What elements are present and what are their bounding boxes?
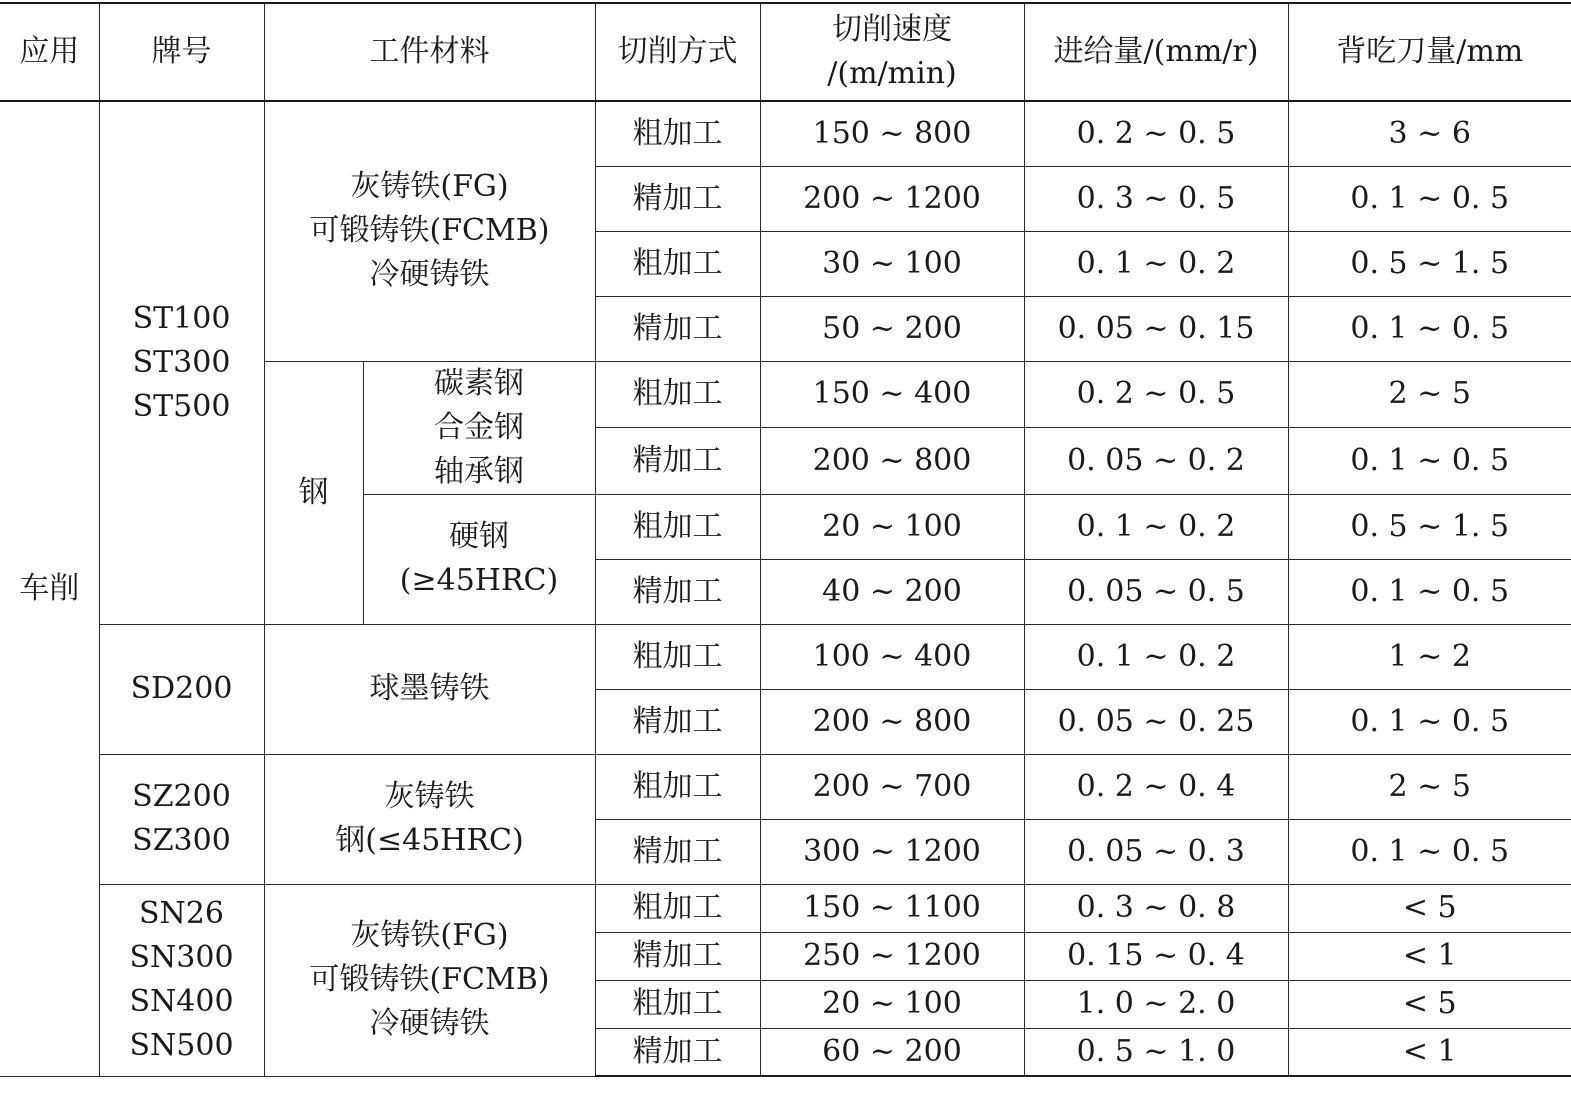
depth-cell: 0. 1 ~ 0. 5 <box>1288 559 1571 624</box>
grade-cell <box>99 754 264 884</box>
speed-cell: 200 ~ 800 <box>760 689 1024 754</box>
grade-cell <box>99 884 264 1076</box>
grade-cell <box>99 624 264 754</box>
depth-cell: 2 ~ 5 <box>1288 361 1571 428</box>
feed-cell: 0. 05 ~ 0. 2 <box>1024 428 1288 495</box>
material-label: 灰铸铁 <box>384 779 475 814</box>
header-cutting-speed <box>760 3 1024 101</box>
depth-cell: 2 ~ 5 <box>1288 754 1571 819</box>
mode-cell: 精加工 <box>595 428 760 495</box>
depth-cell: 0. 1 ~ 0. 5 <box>1288 689 1571 754</box>
header-cutting-speed-line2: /(m/min) <box>827 56 957 91</box>
depth-cell: 3 ~ 6 <box>1288 101 1571 166</box>
speed-cell: 250 ~ 1200 <box>760 932 1024 980</box>
speed-cell: 200 ~ 1200 <box>760 166 1024 231</box>
material-label: 球墨铸铁 <box>369 671 490 706</box>
header-grade: 牌号 <box>99 3 264 101</box>
header-application: 应用 <box>0 3 99 101</box>
material-label: 轴承钢 <box>434 453 524 489</box>
grade-label: ST100 <box>132 300 231 336</box>
grade-label: SN300 <box>129 940 234 975</box>
depth-cell: 0. 1 ~ 0. 5 <box>1288 428 1571 495</box>
header-feed: 进给量/(mm/r) <box>1024 3 1288 101</box>
mode-cell: 精加工 <box>595 819 760 884</box>
feed-cell: 0. 05 ~ 0. 15 <box>1024 296 1288 361</box>
material-cell <box>264 101 595 361</box>
speed-cell: 20 ~ 100 <box>760 980 1024 1028</box>
mode-cell: 粗加工 <box>595 754 760 819</box>
mode-cell: 精加工 <box>595 559 760 624</box>
material-label: 冷硬铸铁 <box>369 1006 490 1041</box>
grade-label: SN26 <box>139 896 224 931</box>
material-cell <box>264 624 595 754</box>
material-cell <box>264 884 595 1076</box>
feed-cell: 0. 05 ~ 0. 3 <box>1024 819 1288 884</box>
material-label: 碳素钢 <box>434 365 524 401</box>
mode-cell: 粗加工 <box>595 361 760 428</box>
feed-cell: 0. 5 ~ 1. 0 <box>1024 1028 1288 1076</box>
cutting-parameters-table <box>0 2 1571 1077</box>
material-label: 可锻铸铁(FCMB) <box>309 962 550 997</box>
grade-label: ST500 <box>132 388 231 424</box>
speed-cell: 30 ~ 100 <box>760 231 1024 296</box>
depth-cell: 0. 1 ~ 0. 5 <box>1288 166 1571 231</box>
grade-label: SN400 <box>129 984 234 1019</box>
speed-cell: 100 ~ 400 <box>760 624 1024 689</box>
depth-cell: < 5 <box>1288 980 1571 1028</box>
material-cell <box>264 754 595 884</box>
header-cutting-speed-line1: 切削速度 <box>832 12 952 47</box>
material-label: 硬钢 <box>449 519 509 554</box>
grade-label: ST300 <box>132 344 231 380</box>
speed-cell: 150 ~ 800 <box>760 101 1024 166</box>
speed-cell: 20 ~ 100 <box>760 494 1024 559</box>
depth-cell: 0. 5 ~ 1. 5 <box>1288 494 1571 559</box>
mode-cell: 粗加工 <box>595 101 760 166</box>
speed-cell: 50 ~ 200 <box>760 296 1024 361</box>
speed-cell: 40 ~ 200 <box>760 559 1024 624</box>
mode-cell: 粗加工 <box>595 494 760 559</box>
material-cell <box>363 494 595 624</box>
material-label: (≥45HRC) <box>399 563 559 598</box>
depth-cell: < 1 <box>1288 1028 1571 1076</box>
material-label: 钢(≤45HRC) <box>335 823 524 858</box>
feed-cell: 0. 1 ~ 0. 2 <box>1024 494 1288 559</box>
material-label: 可锻铸铁(FCMB) <box>309 213 550 249</box>
depth-cell: 0. 5 ~ 1. 5 <box>1288 231 1571 296</box>
header-row <box>0 3 1571 101</box>
mode-cell: 精加工 <box>595 296 760 361</box>
table-row <box>0 754 1571 819</box>
material-label: 灰铸铁(FG) <box>350 918 509 953</box>
table-row <box>0 101 1571 166</box>
mode-cell: 精加工 <box>595 1028 760 1076</box>
depth-cell: 0. 1 ~ 0. 5 <box>1288 296 1571 361</box>
feed-cell: 0. 3 ~ 0. 8 <box>1024 884 1288 932</box>
mode-cell: 精加工 <box>595 932 760 980</box>
feed-cell: 0. 2 ~ 0. 5 <box>1024 101 1288 166</box>
speed-cell: 200 ~ 800 <box>760 428 1024 495</box>
depth-cell: 0. 1 ~ 0. 5 <box>1288 819 1571 884</box>
feed-cell: 0. 2 ~ 0. 4 <box>1024 754 1288 819</box>
mode-cell: 粗加工 <box>595 231 760 296</box>
depth-cell: < 5 <box>1288 884 1571 932</box>
feed-cell: 1. 0 ~ 2. 0 <box>1024 980 1288 1028</box>
feed-cell: 0. 2 ~ 0. 5 <box>1024 361 1288 428</box>
material-cell <box>363 361 595 494</box>
speed-cell: 200 ~ 700 <box>760 754 1024 819</box>
grade-label: SZ200 <box>132 779 231 814</box>
feed-cell: 0. 15 ~ 0. 4 <box>1024 932 1288 980</box>
mode-cell: 粗加工 <box>595 624 760 689</box>
depth-cell: < 1 <box>1288 932 1571 980</box>
table-row <box>0 884 1571 932</box>
feed-cell: 0. 05 ~ 0. 5 <box>1024 559 1288 624</box>
feed-cell: 0. 1 ~ 0. 2 <box>1024 231 1288 296</box>
feed-cell: 0. 1 ~ 0. 2 <box>1024 624 1288 689</box>
steel-label-cell: 钢 <box>264 361 363 624</box>
header-depth-of-cut: 背吃刀量/mm <box>1288 3 1571 101</box>
table-row <box>0 624 1571 689</box>
mode-cell: 粗加工 <box>595 884 760 932</box>
material-label: 合金钢 <box>434 409 524 445</box>
application-cell: 车削 <box>0 101 99 1076</box>
mode-cell: 精加工 <box>595 689 760 754</box>
grade-label: SN500 <box>129 1028 234 1063</box>
mode-cell: 精加工 <box>595 166 760 231</box>
depth-cell: 1 ~ 2 <box>1288 624 1571 689</box>
grade-label: SD200 <box>130 671 233 706</box>
feed-cell: 0. 3 ~ 0. 5 <box>1024 166 1288 231</box>
speed-cell: 150 ~ 1100 <box>760 884 1024 932</box>
grade-label: SZ300 <box>132 823 231 858</box>
speed-cell: 60 ~ 200 <box>760 1028 1024 1076</box>
header-workpiece-material: 工件材料 <box>264 3 595 101</box>
feed-cell: 0. 05 ~ 0. 25 <box>1024 689 1288 754</box>
speed-cell: 300 ~ 1200 <box>760 819 1024 884</box>
speed-cell: 150 ~ 400 <box>760 361 1024 428</box>
mode-cell: 粗加工 <box>595 980 760 1028</box>
header-cutting-mode: 切削方式 <box>595 3 760 101</box>
material-label: 冷硬铸铁 <box>369 257 490 293</box>
material-label: 灰铸铁(FG) <box>350 169 509 205</box>
grade-cell <box>99 101 264 624</box>
